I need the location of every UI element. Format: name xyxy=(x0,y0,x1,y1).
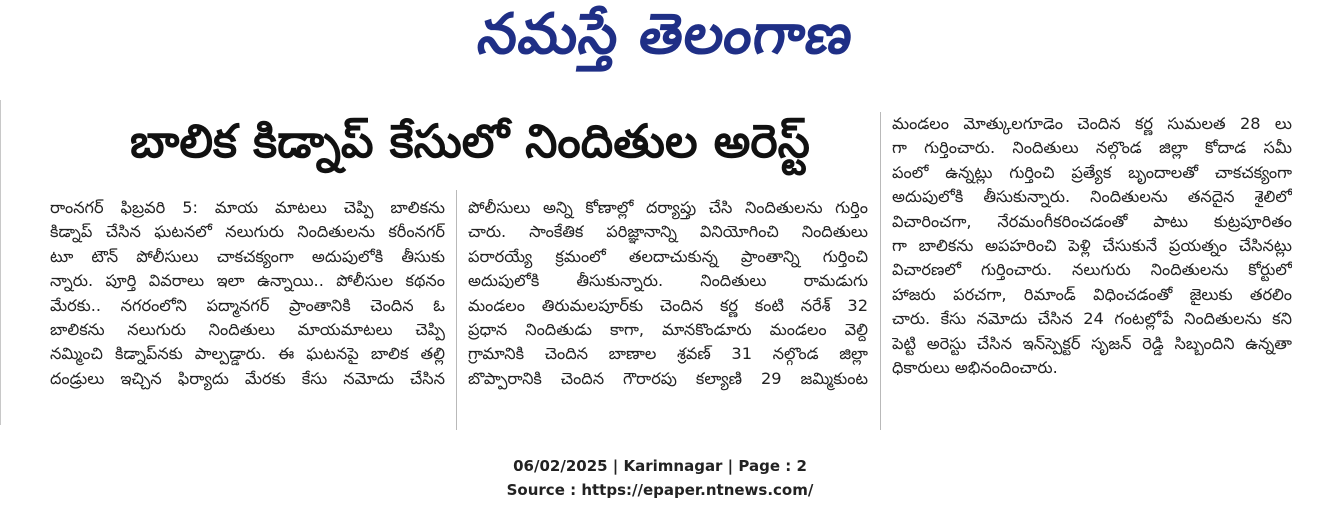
text-line: నమ్మించి కిడ్నాప్‌నకు పాల్పడ్డారు. ఈ ఘటనపై బాలిక తల్లి xyxy=(50,344,445,364)
column-divider xyxy=(456,190,457,430)
text-line: గా బాలికను అపహరించి పెళ్లి చేసుకునే ప్రయత్నం చేసినట్లు xyxy=(892,236,1292,256)
text-line: విచారించగా, నేరమంగీకరించడంతో పాటు కుట్రపూరితం xyxy=(892,211,1292,231)
article-headline: బాలిక కిడ్నాప్ కేసులో నిందితుల అరెస్ట్ xyxy=(130,114,810,168)
text-line: బాలికను నలుగురు నిందితులు మాయమాటలు చెప్పి xyxy=(50,320,445,340)
text-line: రాంనగర్ ఫిబ్రవరి 5: మాయ మాటలు చెప్పి బాలికను xyxy=(50,198,445,217)
text-line: చారు. సాంకేతిక పరిజ్ఞానాన్ని వినియోగించి నిందితులు xyxy=(468,222,868,242)
edition-info: 06/02/2025 | Karimnagar | Page : 2 xyxy=(513,457,807,475)
text-line: విచారణలో గుర్తించారు. నలుగురు నిందితులను కోర్టులో xyxy=(892,260,1292,280)
text-line: అదుపులోకి తీసుకున్నారు. నిందితులను తనదైన శైలిలో xyxy=(892,187,1292,207)
text-line: మండలం మోత్కులగూడెం చెందిన కర్ణ సుమలత 28 లు xyxy=(892,114,1292,133)
text-line: ధికారులు అభినందించారు. xyxy=(892,358,1058,378)
text-line: అదుపులోకి తీసుకున్నారు. నిందితులు రామడుగు xyxy=(468,271,868,291)
text-line: పెట్టి అరెస్టు చేసిన ఇన్‌స్పెక్టర్ సృజన్ రెడ్డి సిబ్బందిని ఉన్నతా xyxy=(892,333,1292,353)
text-line: పంలో ఉన్నట్లు గుర్తించి ప్రత్యేక బృందాలతో చాకచక్యంగా xyxy=(892,162,1292,182)
column-divider xyxy=(880,112,881,430)
text-line: గా గుర్తించారు. నిందితులు నల్గొండ జిల్లా కోదాడ సమీ xyxy=(892,138,1292,158)
article-column-3 xyxy=(892,112,1292,432)
newspaper-masthead: నమస్తే తెలంగాణ xyxy=(473,1,858,67)
text-line: ప్రధాన నిందితుడు కాగా, మానకొండూరు మండలం వెల్ది xyxy=(468,320,868,340)
text-line: కిడ్నాప్ చేసిన ఘటనలో నలుగురు నిందితులను కరీంనగర్ xyxy=(50,222,445,242)
article-column-2 xyxy=(468,196,868,441)
text-line: పోలీసులు అన్ని కోణాల్లో దర్యాప్తు చేసి నిందితులను గుర్తిం xyxy=(468,198,868,217)
article-column-1 xyxy=(50,196,445,441)
text-line: మేరకు.. నగరంలోని పద్మానగర్ ప్రాంతానికి చెందిన ఓ xyxy=(50,295,445,315)
text-line: దండ్రులు ఇచ్చిన ఫిర్యాదు మేరకు కేసు నమోదు చేసిన xyxy=(50,368,445,388)
text-line: బొప్పారానికి చెందిన గౌరారపు కల్యాణి 29 జమ్మికుంట xyxy=(468,368,868,388)
clipping-left-border xyxy=(0,100,1,425)
text-line: టూ టౌన్ పోలీసులు చాకచక్యంగా అదుపులోకి తీసుకు xyxy=(50,246,445,266)
text-line: చారు. కేసు నమోదు చేసిన 24 గంటల్లోపే నిందితులను కని xyxy=(892,309,1292,329)
text-line: గ్రామానికి చెందిన బాణాల శ్రవణ్ 31 నల్గొండ జిల్లా xyxy=(468,344,868,364)
text-line: పరారయ్యే క్రమంలో తలదాచుకున్న ప్రాంతాన్ని గుర్తించి xyxy=(468,246,868,266)
text-line: మండలం తిరుమలపూర్‌కు చెందిన కర్ణ కంటి నరేశ్ 32 xyxy=(468,295,868,315)
text-line: న్నారు. పూర్తి వివరాలు ఇలా ఉన్నాయి.. పోలీసుల కథనం xyxy=(50,271,445,291)
source-link[interactable]: Source : https://epaper.ntnews.com/ xyxy=(506,481,814,499)
text-line: హాజరు పరచగా, రిమాండ్ విధించడంతో జైలుకు తరలిం xyxy=(892,284,1292,304)
